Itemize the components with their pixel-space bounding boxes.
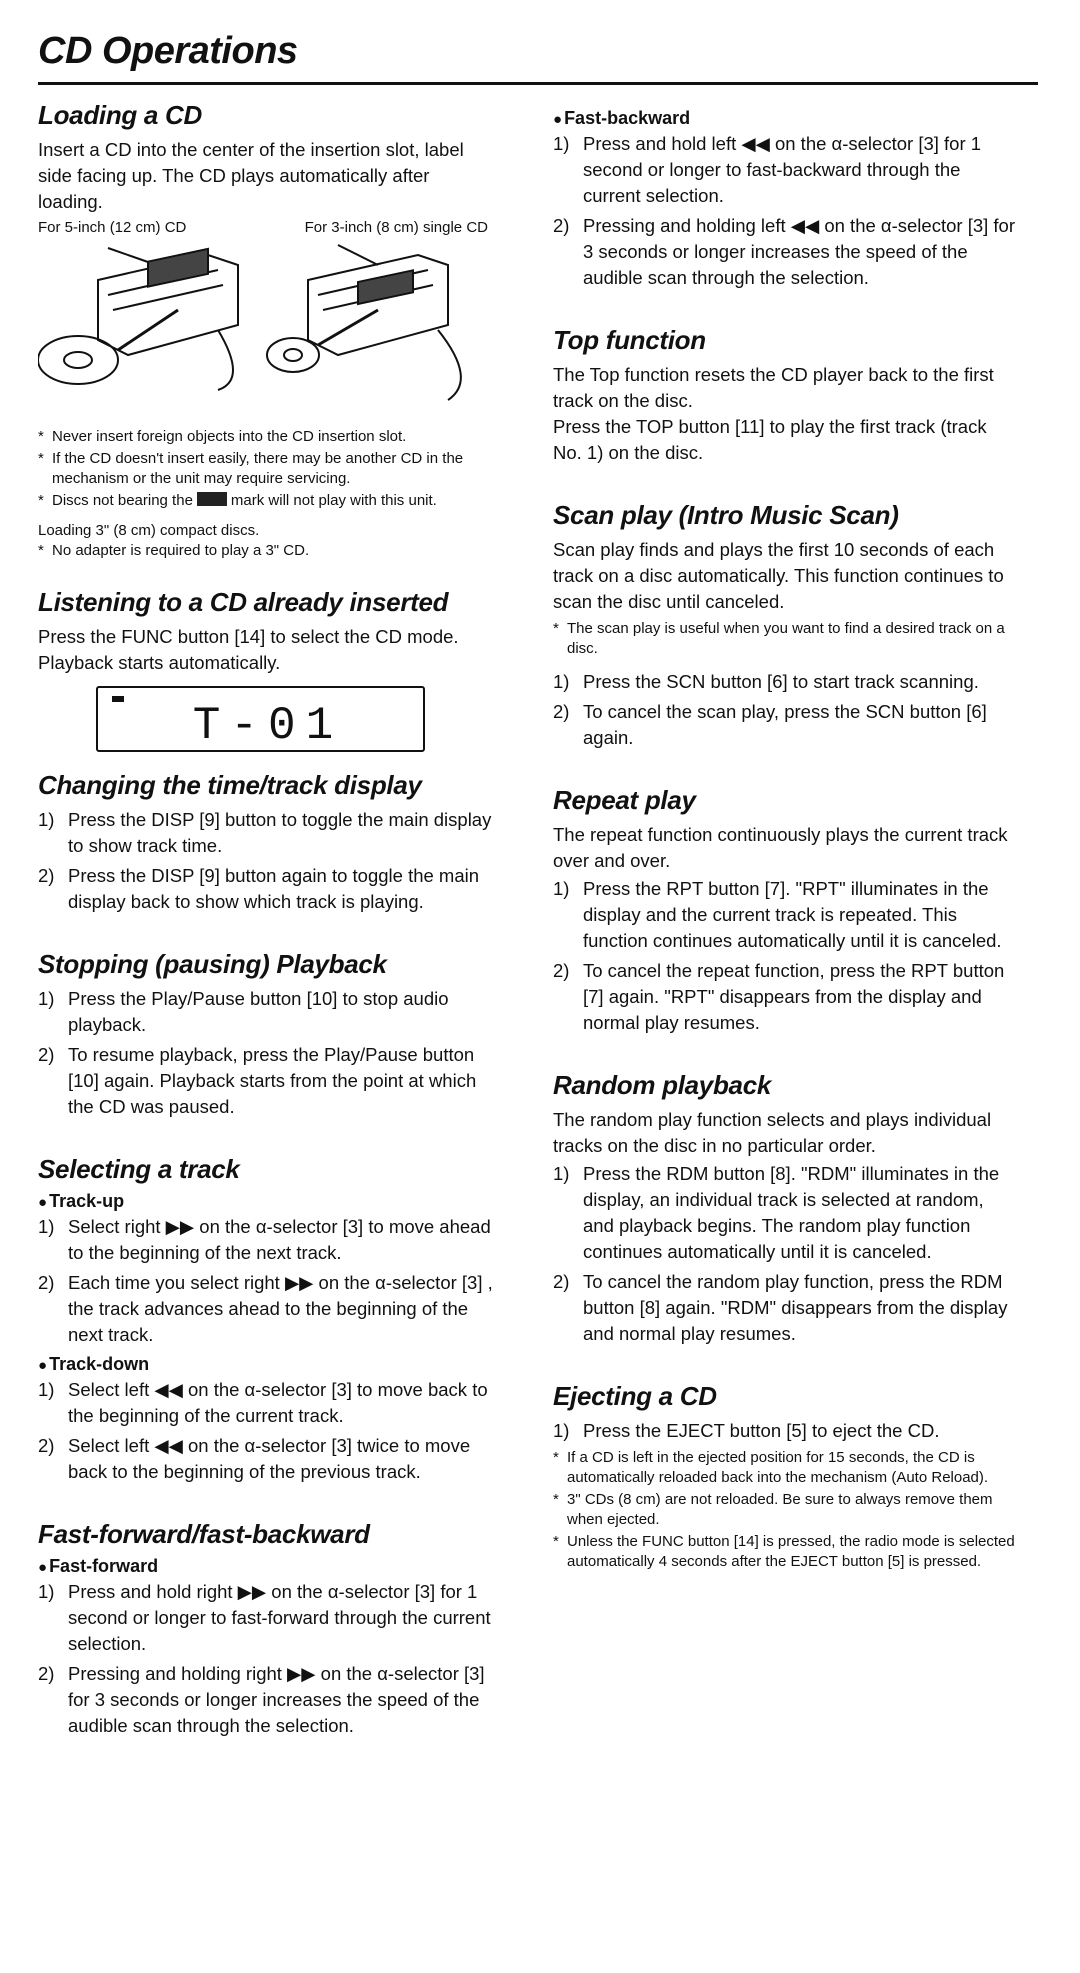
- random-heading: Random playback: [553, 1070, 772, 1100]
- step-text: Press the SCN button [6] to start track scanning.: [583, 671, 979, 692]
- stopping-step-2: [38, 1042, 498, 1120]
- step-text: Press the EJECT button [5] to eject the CD.: [583, 1420, 940, 1441]
- changing-steps: [38, 807, 498, 915]
- scan-step-2: [553, 699, 1015, 751]
- step-number: 1): [553, 1420, 570, 1441]
- step-text: Press the RPT button [7]. "RPT" illuminates in the display and the current track is repeated. This function continues automatically until it is canceled.: [583, 878, 1002, 951]
- fast-backward-step-1: [553, 131, 1015, 209]
- note-disc-mark-text-b: mark will not play with this unit.: [230, 492, 437, 509]
- fast-backward-step-2: [553, 213, 1015, 291]
- selecting-heading: Selecting a track: [38, 1154, 240, 1184]
- random-steps: [553, 1161, 1015, 1347]
- lcd-track-readout: T-01: [192, 700, 344, 750]
- random-step-2: [553, 1269, 1015, 1347]
- track-down-step-1: [38, 1377, 498, 1429]
- scan-note: * The scan play is useful when you want to find a desired track on a disc.: [553, 619, 1015, 659]
- fast-backward-subheading: ● Fast-backward: [553, 108, 1015, 129]
- changing-step-1: [38, 807, 498, 859]
- left-column: [38, 100, 498, 1773]
- loading-3inch-notes: [38, 541, 498, 561]
- track-up-steps: [38, 1214, 498, 1348]
- step-number: 1): [38, 1581, 55, 1602]
- step-text: Pressing and holding left ◀◀ on the α-selector [3] for 3 seconds or longer increases the speed of the audible scan through the selection.: [583, 215, 1015, 288]
- listening-heading: Listening to a CD already inserted: [38, 587, 449, 617]
- note-no-adapter: * No adapter is required to play a 3" CD.: [38, 541, 498, 561]
- repeat-steps: [553, 876, 1015, 1036]
- scan-notes: [553, 619, 1015, 659]
- step-number: 2): [38, 1435, 55, 1456]
- caption-5inch: For 5-inch (12 cm) CD: [38, 219, 187, 236]
- title-rule: [38, 82, 1038, 85]
- loading-heading: Loading a CD: [38, 100, 202, 130]
- changing-step-2: [38, 863, 498, 915]
- step-number: 1): [553, 133, 570, 154]
- cd-player-5inch-illustration: [38, 248, 238, 390]
- fast-forward-step-2: [38, 1661, 498, 1739]
- step-number: 2): [38, 1272, 55, 1293]
- step-text: To cancel the scan play, press the SCN button [6] again.: [583, 701, 987, 748]
- eject-note-auto-reload: * If a CD is left in the ejected position for 15 seconds, the CD is automatically reloaded back into the mechanism (Auto Reload).: [553, 1448, 1015, 1488]
- top-heading: Top function: [553, 325, 706, 355]
- step-number: 1): [553, 1163, 570, 1184]
- cd-player-3inch-illustration: [267, 245, 461, 400]
- step-text: Press and hold right ▶▶ on the α-selector [3] for 1 second or longer to fast-forward through the current selection.: [68, 1581, 491, 1654]
- track-down-subheading: ● Track-down: [38, 1354, 498, 1375]
- compact-disc-logo-icon: [197, 492, 227, 506]
- section-top-function: [553, 325, 1015, 466]
- listening-text: Press the FUNC button [14] to select the CD mode. Playback starts automatically.: [38, 626, 459, 673]
- random-text: The random play function selects and plays individual tracks on the disc in no particular order.: [553, 1109, 992, 1156]
- eject-heading: Ejecting a CD: [553, 1381, 717, 1411]
- step-number: 2): [38, 1044, 55, 1065]
- track-down-steps: [38, 1377, 498, 1485]
- eject-note-radio-mode: * Unless the FUNC button [14] is pressed, the radio mode is selected automatically 4 seconds after the EJECT button [5] is pressed.: [553, 1532, 1015, 1572]
- step-text: Each time you select right ▶▶ on the α-selector [3] , the track advances ahead to the beginning of the next track.: [68, 1272, 493, 1345]
- step-text: To cancel the repeat function, press the RPT button [7] again. "RPT" disappears from the display and normal play resumes.: [583, 960, 1005, 1033]
- scan-steps: [553, 669, 1015, 751]
- step-text: Press and hold left ◀◀ on the α-selector [3] for 1 second or longer to fast-backward through the current selection.: [583, 133, 982, 206]
- track-down-step-2: [38, 1433, 498, 1485]
- step-text: Press the RDM button [8]. "RDM" illuminates in the display, an individual track is selected at random, and playback begins. The random play function continues automatically until it is canceled.: [583, 1163, 1000, 1262]
- eject-steps: [553, 1418, 1015, 1444]
- section-random-playback: [553, 1070, 1015, 1347]
- scan-text: Scan play finds and plays the first 10 seconds of each track on a disc automatically. This function continues to scan the disc until canceled.: [553, 539, 1004, 612]
- step-text: Select right ▶▶ on the α-selector [3] to move ahead to the beginning of the next track.: [68, 1216, 491, 1263]
- step-number: 1): [553, 671, 570, 692]
- note-insert-easily: * If the CD doesn't insert easily, there may be another CD in the mechanism or the unit may require servicing.: [38, 449, 498, 489]
- section-scan-play: [553, 500, 1015, 751]
- note-disc-mark: [38, 491, 498, 511]
- step-number: 2): [553, 701, 570, 722]
- step-text: Select left ◀◀ on the α-selector [3] twice to move back to the beginning of the previous track.: [68, 1435, 471, 1482]
- right-column: [553, 100, 1015, 1606]
- lcd-display: [96, 686, 425, 752]
- step-number: 2): [553, 1271, 570, 1292]
- step-text: Press the Play/Pause button [10] to stop audio playback.: [68, 988, 449, 1035]
- step-number: 1): [38, 1216, 55, 1237]
- step-number: 1): [38, 809, 55, 830]
- stopping-step-1: [38, 986, 498, 1038]
- fastfwd-heading: Fast-forward/fast-backward: [38, 1519, 370, 1549]
- stopping-steps: [38, 986, 498, 1120]
- fast-forward-step-1: [38, 1579, 498, 1657]
- cd-loading-illustration: [38, 240, 498, 410]
- step-text: Pressing and holding right ▶▶ on the α-selector [3] for 3 seconds or longer increases the speed of the audible scan through the selection.: [68, 1663, 485, 1736]
- top-text-1: The Top function resets the CD player back to the first track on the disc.: [553, 364, 994, 411]
- section-fast-backward: [553, 108, 1015, 291]
- step-text: Select left ◀◀ on the α-selector [3] to move back to the beginning of the current track.: [68, 1379, 488, 1426]
- note-foreign-objects: * Never insert foreign objects into the CD insertion slot.: [38, 427, 498, 447]
- section-selecting: [38, 1154, 498, 1485]
- repeat-step-2: [553, 958, 1015, 1036]
- step-text: Press the DISP [9] button to toggle the main display to show track time.: [68, 809, 492, 856]
- step-text: To resume playback, press the Play/Pause button [10] again. Playback starts from the point at which the CD was paused.: [68, 1044, 477, 1117]
- eject-step-1: [553, 1418, 1015, 1444]
- step-number: 2): [38, 1663, 55, 1684]
- fast-backward-steps: [553, 131, 1015, 291]
- section-loading: [38, 100, 498, 561]
- fast-forward-subheading: ● Fast-forward: [38, 1556, 498, 1577]
- page-title: CD Operations: [38, 30, 298, 72]
- caption-3inch: For 3-inch (8 cm) single CD: [304, 219, 488, 236]
- loading-notes: [38, 427, 498, 511]
- stopping-heading: Stopping (pausing) Playback: [38, 949, 387, 979]
- scan-heading: Scan play (Intro Music Scan): [553, 500, 899, 530]
- track-up-step-1: [38, 1214, 498, 1266]
- step-number: 1): [38, 988, 55, 1009]
- section-fast-forward: [38, 1519, 498, 1739]
- section-stopping: [38, 949, 498, 1120]
- step-text: To cancel the random play function, press the RDM button [8] again. "RDM" disappears from the display and normal play resumes.: [583, 1271, 1008, 1344]
- top-text-2: Press the TOP button [11] to play the first track (track No. 1) on the disc.: [553, 416, 987, 463]
- section-repeat-play: [553, 785, 1015, 1036]
- note-disc-mark-text-a: Discs not bearing the: [52, 492, 193, 509]
- step-number: 2): [553, 215, 570, 236]
- step-number: 2): [38, 865, 55, 886]
- track-up-step-2: [38, 1270, 498, 1348]
- eject-notes: [553, 1448, 1015, 1572]
- lcd-segment-graphic: [98, 688, 423, 750]
- repeat-step-1: [553, 876, 1015, 954]
- repeat-heading: Repeat play: [553, 785, 696, 815]
- loading-text: Insert a CD into the center of the insertion slot, label side facing up. The CD plays automatically after loading.: [38, 139, 464, 212]
- loading-3inch-title: Loading 3" (8 cm) compact discs.: [38, 522, 260, 539]
- fast-forward-steps: [38, 1579, 498, 1739]
- step-number: 1): [553, 878, 570, 899]
- section-changing-display: [38, 770, 498, 915]
- step-number: 2): [553, 960, 570, 981]
- scan-step-1: [553, 669, 1015, 695]
- step-text: Press the DISP [9] button again to toggle the main display back to show which track is playing.: [68, 865, 480, 912]
- loading-captions: [38, 219, 488, 236]
- eject-note-3inch: * 3" CDs (8 cm) are not reloaded. Be sure to always remove them when ejected.: [553, 1490, 1015, 1530]
- section-listening: [38, 587, 498, 752]
- repeat-text: The repeat function continuously plays the current track over and over.: [553, 824, 1008, 871]
- random-step-1: [553, 1161, 1015, 1265]
- changing-heading: Changing the time/track display: [38, 770, 422, 800]
- track-up-subheading: ● Track-up: [38, 1191, 498, 1212]
- step-number: 1): [38, 1379, 55, 1400]
- section-ejecting: [553, 1381, 1015, 1572]
